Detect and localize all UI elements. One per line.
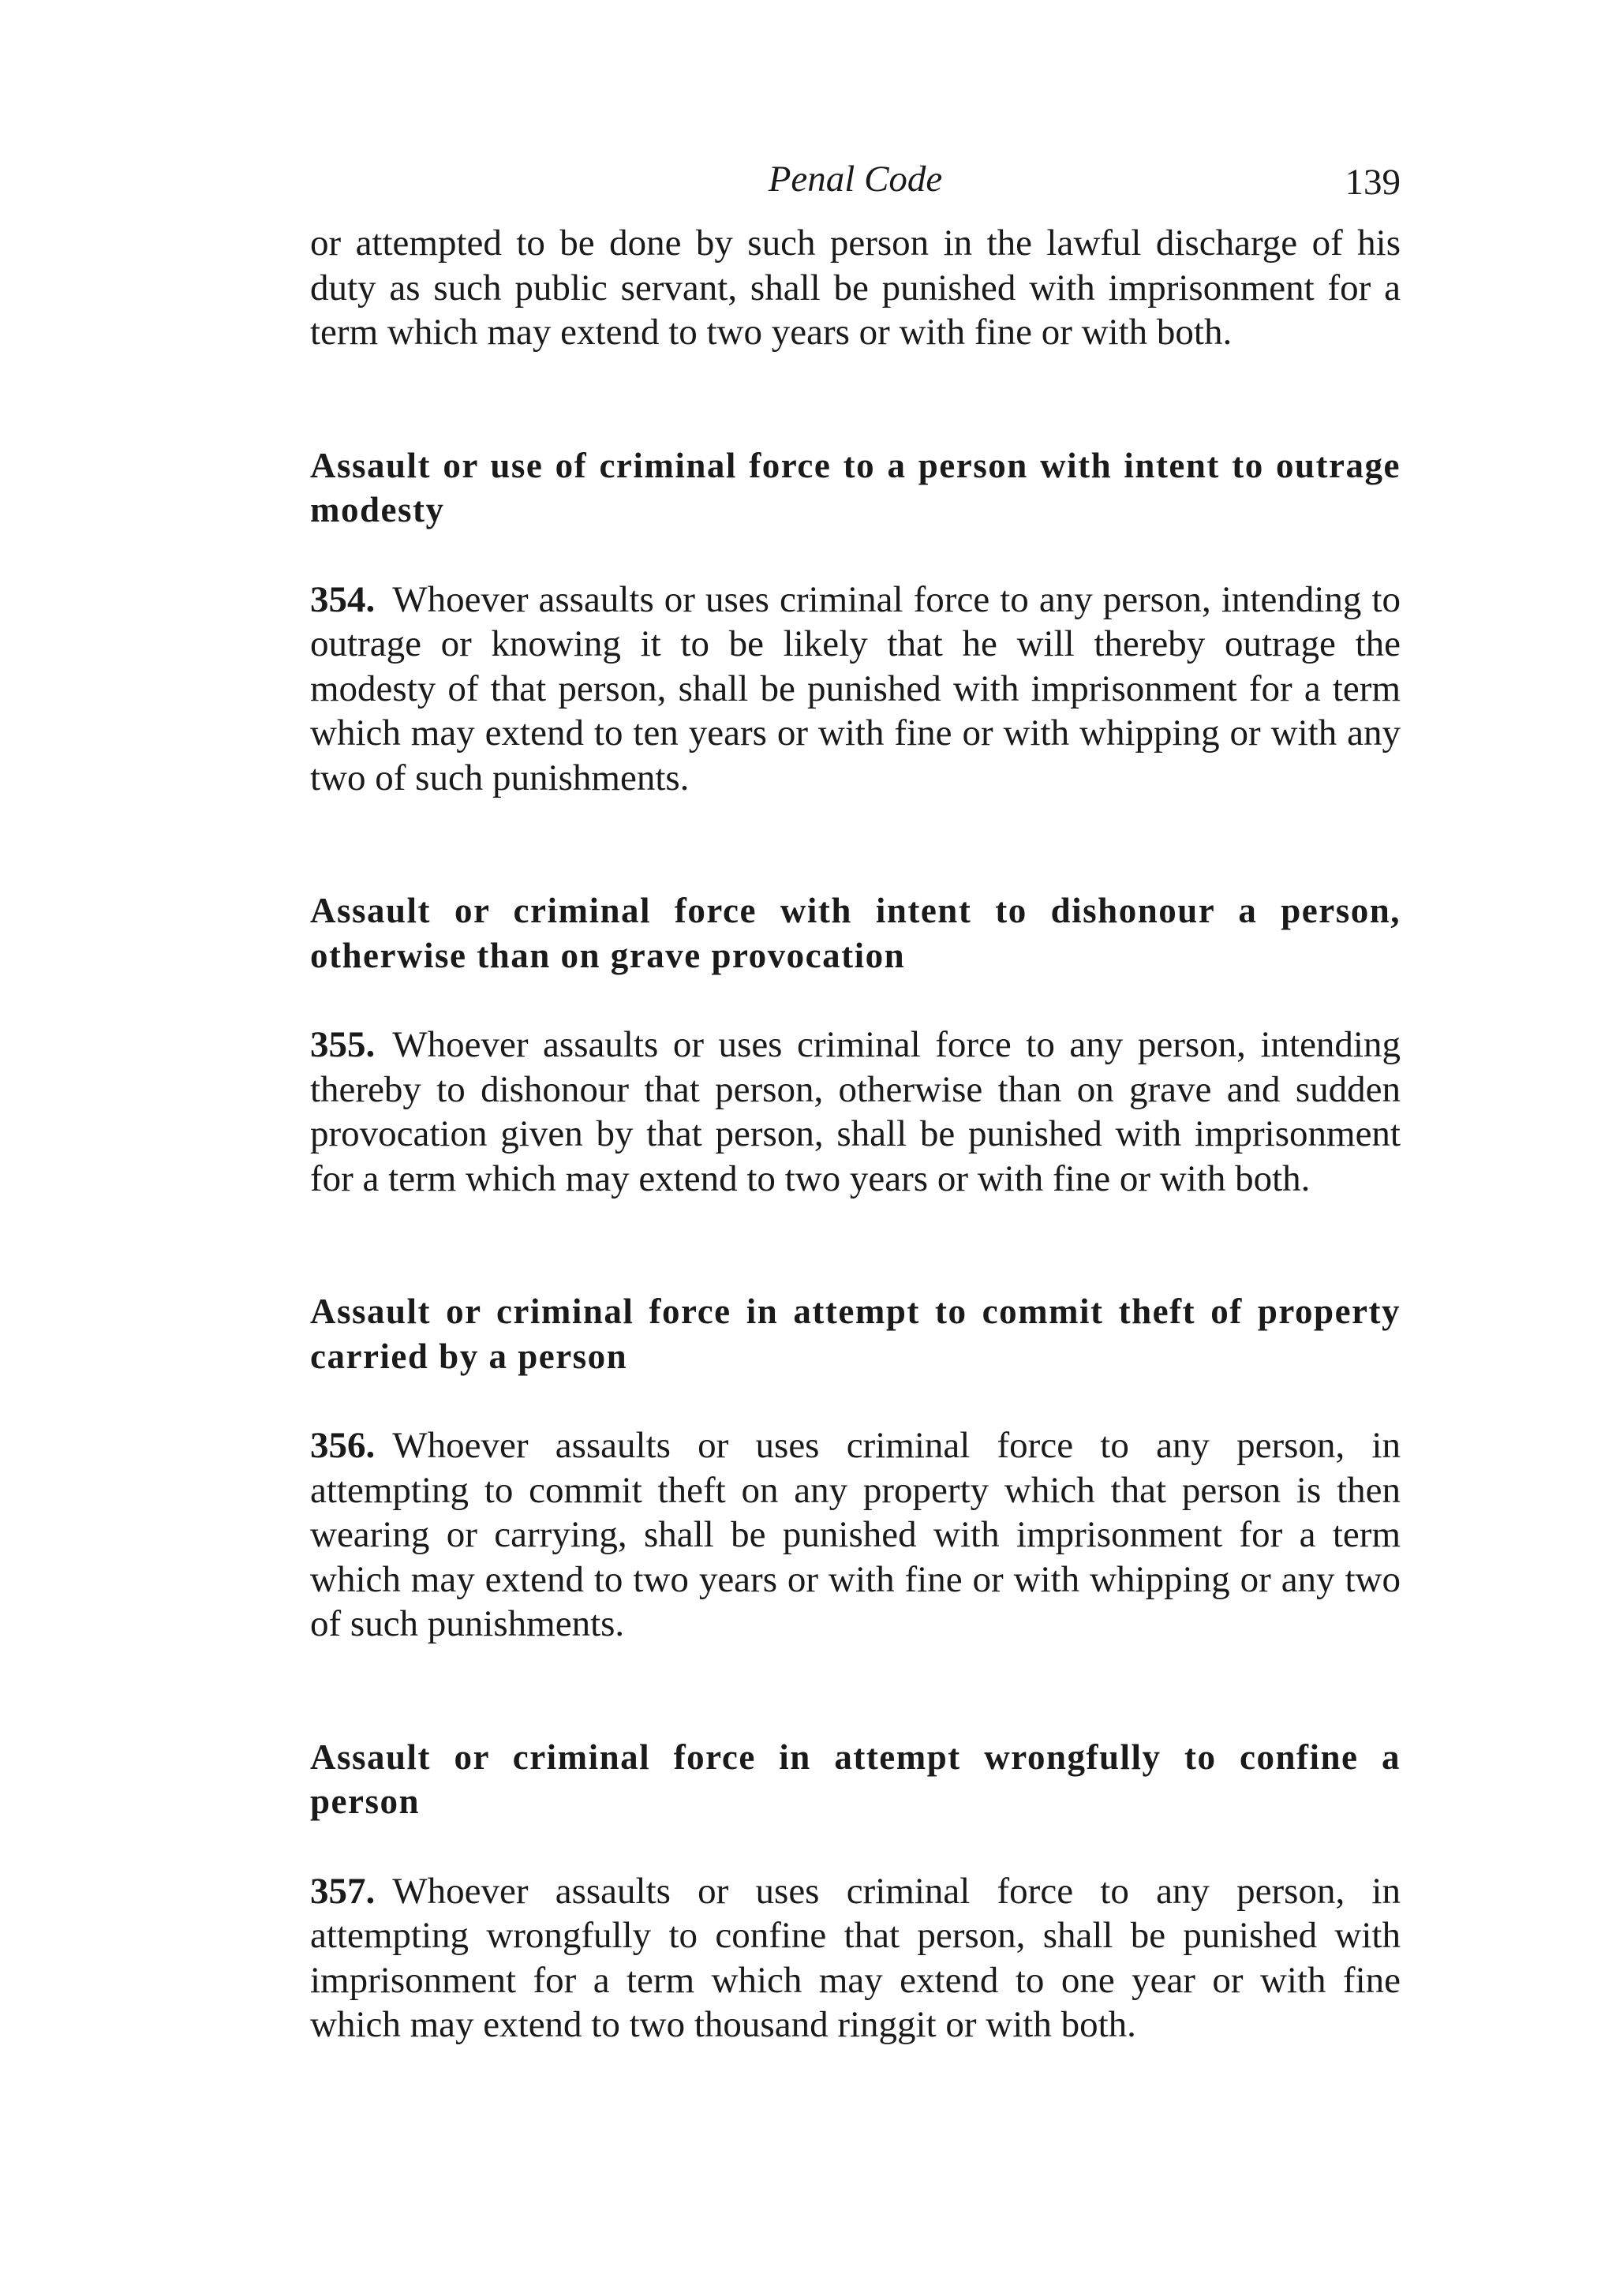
section-heading-354: Assault or use of criminal force to a person with intent to outrage modesty — [310, 445, 1401, 529]
section-heading-357: Assault or criminal force in attempt wrongfully to confine a person — [310, 1737, 1401, 1821]
document-page — [310, 158, 1401, 2047]
section-text-357: Whoever assaults or uses criminal force to any person, in attempting wrongfully to confine that person, shall be punished with imprisonment for a term which may extend to one year or with fine which may extend to two thousand ringgit or with both. — [310, 1870, 1401, 2045]
section-number-357: 357. — [310, 1870, 376, 1912]
section-number-356: 356. — [310, 1425, 376, 1466]
running-header — [310, 158, 1401, 208]
section-number-354: 354. — [310, 578, 376, 620]
running-title: Penal Code — [768, 159, 943, 200]
section-heading-355: Assault or criminal force with intent to dishonour a person, otherwise than on grave provocation — [310, 891, 1401, 975]
section-paragraph-355 — [310, 1023, 1401, 1201]
section-text-354: Whoever assaults or uses criminal force to any person, intending to outrage or knowing it to be likely that he will thereby outrage the modesty of that person, shall be punished with imprisonment for a term which may extend to ten years or with fine or with whipping or with any two of such punishments. — [310, 578, 1401, 798]
continuation-paragraph: or attempted to be done by such person in the lawful discharge of his duty as such public servant, shall be punished with imprisonment for a term which may extend to two years or with fine or with both. — [310, 222, 1401, 353]
section-paragraph-357 — [310, 1869, 1401, 2047]
section-paragraph-354 — [310, 578, 1401, 801]
section-heading-356: Assault or criminal force in attempt to commit theft of property carried by a person — [310, 1292, 1401, 1376]
page-number: 139 — [1345, 162, 1401, 203]
section-number-355: 355. — [310, 1024, 376, 1065]
section-text-356: Whoever assaults or uses criminal force to any person, in attempting to commit theft on any property which that person is then wearing or carrying, shall be punished with imprisonment for a term which may extend to two years or with fine or with whipping or any two of such punishments. — [310, 1425, 1401, 1644]
section-text-355: Whoever assaults or uses criminal force to any person, intending thereby to dishonour that person, otherwise than on grave and sudden provocation given by that person, shall be punished with imprisonment for a term which may extend to two years or with fine or with both. — [310, 1024, 1401, 1199]
section-paragraph-356 — [310, 1423, 1401, 1647]
